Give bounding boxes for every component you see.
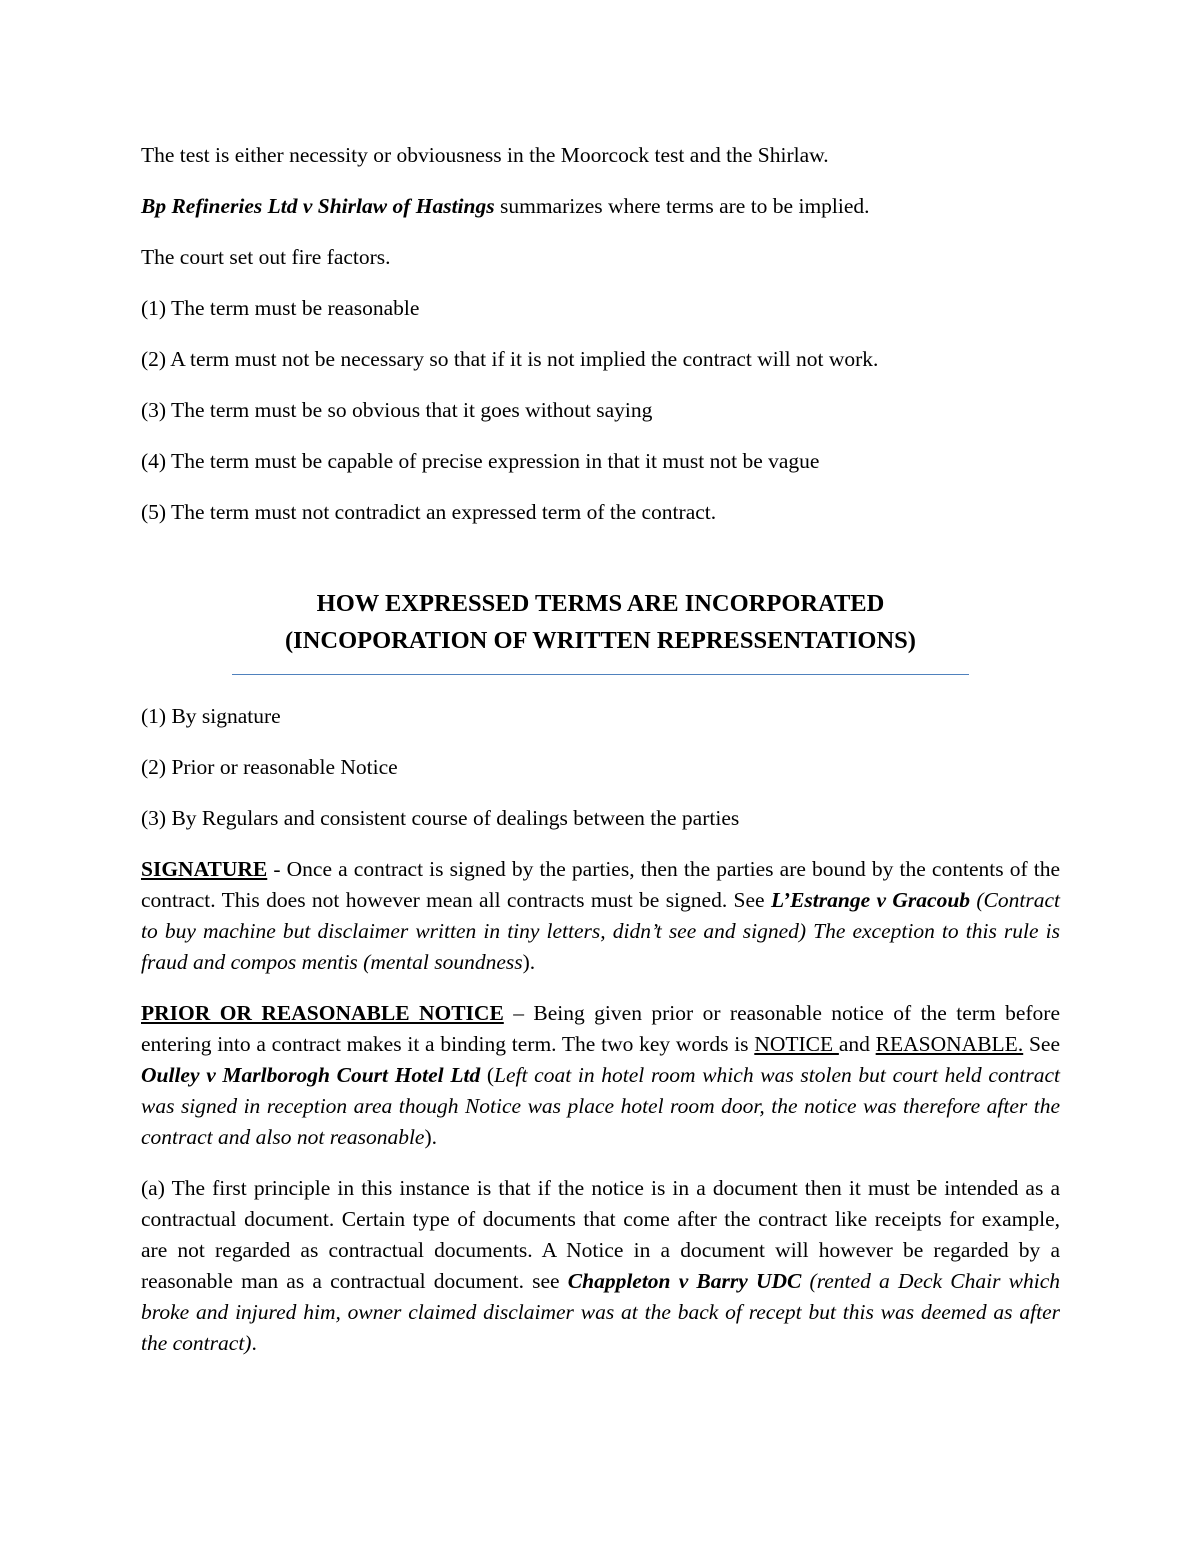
section-heading-line-1: HOW EXPRESSED TERMS ARE INCORPORATED [316,590,885,617]
notice-text-3: See [1023,1032,1060,1056]
signature-paragraph [141,854,1060,978]
intro-line-3: The court set out fire factors. [141,245,391,269]
document-page [141,140,1060,1379]
signature-text: - Once a contract is signed by the parties, then the parties are bound by the contents of the contract. This does not however mean all contracts must be signed. See [141,857,1060,912]
keyword-reasonable: REASONABLE. [875,1032,1024,1056]
section-heading [232,585,969,675]
method-2: (2) Prior or reasonable Notice [141,755,398,779]
intro-line-1: The test is either necessity or obviousness in the Moorcock test and the Shirlaw. [141,143,829,167]
notice-text-1: – Being given prior or reasonable notice of the term before entering into a contract makes it a binding term. The two key words is [141,1001,1061,1056]
notice-label: PRIOR OR REASONABLE NOTICE [141,1001,504,1025]
case-name-lestrange: L’Estrange v Gracoub [770,888,971,912]
intro-line-2-text: summarizes where terms are to be implied. [494,194,870,218]
factor-2: (2) A term must not be necessary so that if it is not implied the contract will not work. [141,347,879,371]
principle-text: (a) The first principle in this instance is that if the notice is in a document then it must be intended as a contractual document. Certain type of documents that come after the contract like receipts for example, are not regarded as contractual documents. A Notice in a document will however be regarded by a reasonable man as a contractual document. see [141,1176,1060,1293]
signature-note: (Contract to buy machine but disclaimer written in tiny letters, didn’t see and signed) The exception to this rule is fraud and compos mentis (mental soundness [141,888,1060,974]
signature-label: SIGNATURE [141,857,268,881]
intro-line-2 [141,191,1060,222]
signature-end: ). [522,950,536,974]
notice-note: Left coat in hotel room which was stolen but court held contract was signed in reception area though Notice was place hotel room door, the notice was therefore after the contract and also not reasonable [141,1063,1060,1149]
section-heading-line-2: (INCOPORATION OF WRITTEN REPRESSENTATIONS) [285,627,916,654]
method-3: (3) By Regulars and consistent course of dealings between the parties [141,806,740,830]
notice-note-open: ( [480,1063,495,1087]
case-name-chappleton: Chappleton v Barry UDC [567,1269,802,1293]
principle-paragraph [141,1173,1060,1359]
case-name-bp-refineries: Bp Refineries Ltd v Shirlaw of Hastings [141,194,495,218]
method-1: (1) By signature [141,704,281,728]
factor-5: (5) The term must not contradict an expressed term of the contract. [141,500,717,524]
case-name-oulley: Oulley v Marlborogh Court Hotel Ltd [141,1063,481,1087]
factor-3: (3) The term must be so obvious that it goes without saying [141,398,653,422]
notice-end: ). [424,1125,438,1149]
factor-1: (1) The term must be reasonable [141,296,420,320]
notice-text-2: and [838,1032,876,1056]
principle-note: (rented a Deck Chair which broke and injured him, owner claimed disclaimer was at the back of recept but this was deemed as after the contract) [141,1269,1060,1355]
factor-4: (4) The term must be capable of precise expression in that it must not be vague [141,449,820,473]
principle-end: . [251,1331,257,1355]
notice-paragraph [141,998,1060,1153]
keyword-notice: NOTICE [754,1032,839,1056]
